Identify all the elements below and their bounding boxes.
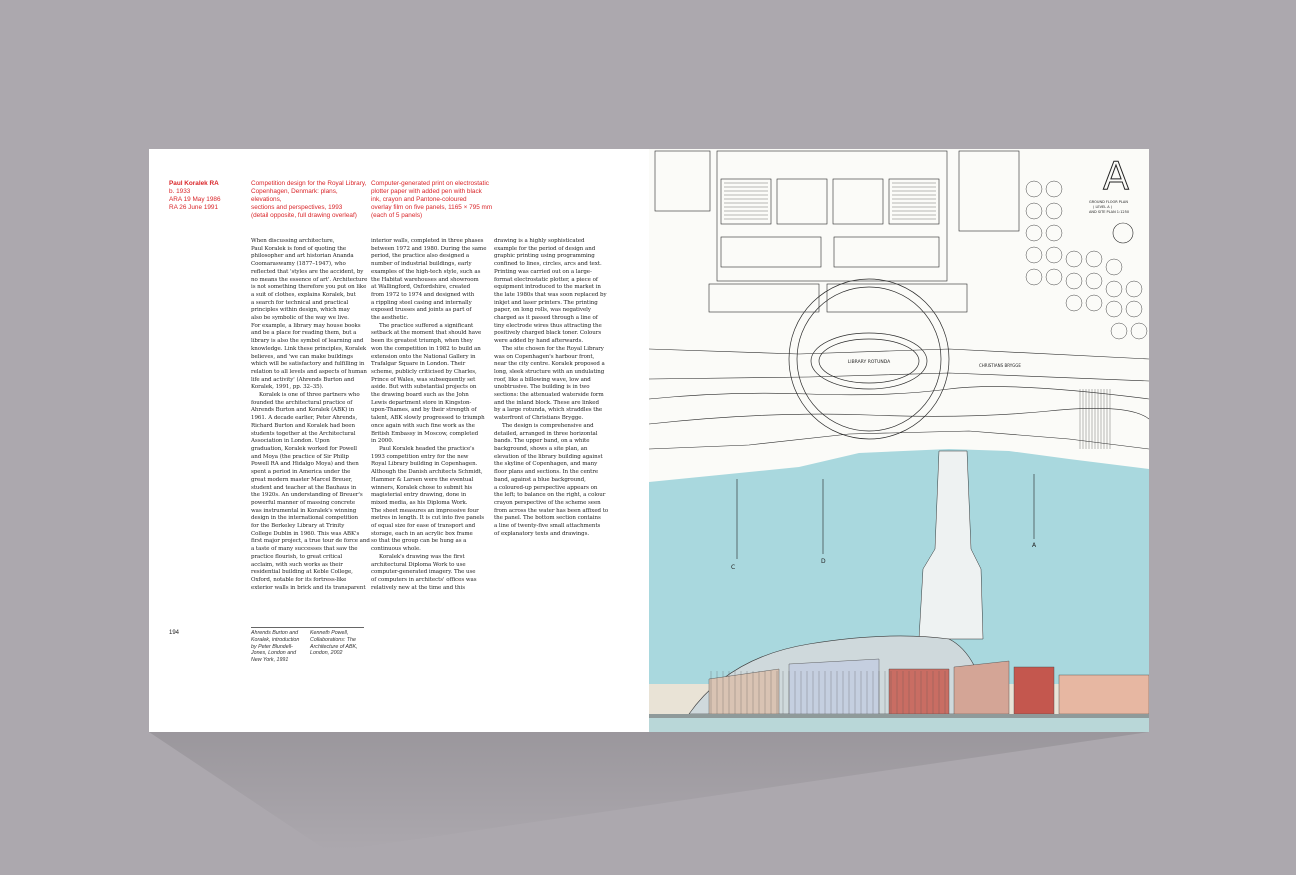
body-text-line: the Habitat warehouses and showroom bbox=[371, 276, 479, 283]
body-text-line: band, against a blue background, bbox=[494, 476, 586, 483]
body-text-line: Koralek's drawing was the first bbox=[379, 553, 465, 560]
body-text-line: storage, each in an acrylic box frame bbox=[371, 530, 473, 537]
body-text-line: for the Berkeley Library at Trinity bbox=[251, 523, 345, 530]
body-text-line: equipment introduced to the market in bbox=[494, 284, 601, 291]
body-text-line: positively charged black toner. Colours bbox=[494, 330, 602, 337]
body-text-line: setback at the moment that should have bbox=[371, 330, 482, 337]
legend-line-1: GROUND FLOOR PLAN bbox=[1089, 200, 1128, 204]
body-text-line: 1961. A decade earlier, Peter Ahrends, bbox=[251, 415, 358, 422]
body-text-line: acclaim, with such works as their bbox=[251, 561, 343, 568]
legend-line-3: AND SITE PLAN 1:1250 bbox=[1089, 210, 1130, 214]
body-text-line: architectural Diploma Work to use bbox=[371, 561, 466, 568]
body-text-line: aside. But with substantial projects on bbox=[371, 384, 477, 391]
medium-line: overlay film on five panels, 1165 × 795 mm bbox=[371, 204, 493, 211]
body-text-line: the left; to balance on the right, a colour bbox=[494, 492, 606, 499]
body-text-line: were added by hand afterwards. bbox=[494, 338, 584, 345]
body-text-line: 1993 competition entry for the new bbox=[371, 453, 469, 460]
body-text-line: The design is comprehensive and bbox=[502, 422, 594, 429]
body-text-line: Printing was carried out on a large- bbox=[494, 268, 592, 275]
body-text-line: period, the practice also designed a bbox=[371, 253, 470, 260]
section-mark-a: A bbox=[1032, 542, 1037, 549]
body-text-line: spent a period in America under the bbox=[251, 469, 351, 476]
body-text-line: sections: the attenuated waterside form bbox=[494, 392, 604, 399]
body-text-line: graphic printing using programming bbox=[494, 253, 595, 260]
body-text-line: residential building at Keble College, bbox=[251, 569, 353, 576]
body-text-line: The sheet measures an impressive four bbox=[371, 507, 479, 514]
body-text-line: powerful manner of massing concrete bbox=[251, 499, 356, 506]
body-text-line: a coloured-up perspective appears on bbox=[494, 484, 598, 491]
body-text-line: format electrostatic plotter, a piece of bbox=[494, 276, 598, 283]
reference-line: Ahrends Burton and bbox=[251, 630, 299, 636]
body-text-line: Powell RA and Hidalgo Moya) and then bbox=[251, 461, 359, 468]
body-text-line: won the competition in 1982 to build an bbox=[371, 345, 481, 352]
body-text-line: When discussing architecture, bbox=[251, 238, 335, 244]
body-text-line: computer-generated imagery. The use bbox=[371, 569, 476, 576]
body-text-line: mixed media, as his Diploma Work. bbox=[371, 499, 468, 506]
body-text-line: elevation of the library building against bbox=[494, 453, 603, 460]
body-text-line: and the inland block. These are linked bbox=[494, 399, 599, 406]
body-text-line: Lewis department store in Kingston- bbox=[371, 399, 472, 406]
legend-line-2: ( LEVEL A ) bbox=[1093, 205, 1113, 209]
medium-line: Computer-generated print on electrostatic bbox=[371, 180, 489, 187]
body-text-line: the drawing board such as the John bbox=[371, 392, 469, 399]
body-text-line: background, shows a site plan, an bbox=[494, 445, 588, 452]
medium-line: ink, crayon and Pantone-coloured bbox=[371, 196, 467, 203]
body-text-line: examples of the high-tech style, such as bbox=[371, 268, 481, 275]
body-text-line: charged as it passed through a line of bbox=[494, 315, 598, 322]
body-text-line: For example, a library may house books bbox=[251, 322, 361, 329]
reference-line: London, 2002 bbox=[310, 650, 343, 657]
body-text-line: knowledge. Link these principles, Koralek bbox=[251, 345, 367, 352]
body-text-line: of computers in architects' offices was bbox=[371, 576, 477, 583]
reference-line: Jones, London and bbox=[251, 650, 297, 657]
body-text-line: from across the water has been affixed to bbox=[494, 507, 609, 514]
body-text-line: no means the essence of art'. Architecture bbox=[251, 276, 368, 283]
reference-line: Koralek, introduction bbox=[251, 636, 300, 643]
architectural-drawing bbox=[649, 149, 1149, 732]
body-text-line: library is also the symbol of learning and bbox=[251, 338, 364, 345]
body-text-line: Trafalgar Square in London. Their bbox=[371, 361, 466, 368]
body-text-line: the 1920s. An understanding of Breuer's bbox=[251, 492, 363, 499]
body-text-line: great modern master Marcel Breuer, bbox=[251, 476, 353, 483]
body-text-line: reflected that 'styles are the accident, by bbox=[251, 268, 364, 275]
body-text-line: metres in length. It is cut into five panels bbox=[371, 515, 485, 522]
body-text-line: floor plans and sections. In the centre bbox=[494, 469, 599, 476]
work-caption bbox=[251, 180, 369, 220]
body-text-line: the panel. The bottom section contains bbox=[494, 515, 601, 522]
body-text-line: example for the period of design and bbox=[494, 245, 596, 252]
body-text-line: Koralek is one of three partners who bbox=[259, 392, 360, 399]
body-text-line: continuous whole. bbox=[371, 546, 421, 553]
body-column-2 bbox=[371, 238, 493, 592]
body-text-line: a search for technical and practical bbox=[251, 299, 349, 306]
body-text-line: Hammer & Larsen were the eventual bbox=[371, 476, 474, 483]
body-text-line: scheme, publicly criticised by Charles, bbox=[371, 368, 477, 375]
body-text-line: students together at the Architectural bbox=[251, 430, 356, 437]
body-text-line: near the city centre. Koralek proposed a bbox=[494, 361, 605, 368]
body-text-line: from 1972 to 1974 and designed with bbox=[371, 291, 475, 298]
page-number: 194 bbox=[169, 630, 180, 636]
body-text-line: Association in London. Upon bbox=[251, 438, 330, 445]
body-text-line: founded the architectural practice of bbox=[251, 399, 353, 406]
reference-2 bbox=[310, 630, 370, 657]
body-text-line: upon-Thames, and by their strength of bbox=[371, 407, 477, 414]
body-text-line: principles within design, which may bbox=[251, 307, 350, 314]
body-text-line: first major project, a true tour de force and bbox=[251, 538, 370, 545]
body-text-line: was on Copenhagen's harbour front, bbox=[494, 353, 595, 360]
body-text-line: life and activity' (Ahrends Burton and bbox=[251, 376, 355, 383]
body-text-line: tiny electrode wires thus attracting the bbox=[494, 322, 602, 329]
panel-letter: A bbox=[1103, 154, 1129, 198]
page-shadow bbox=[149, 732, 1149, 852]
body-text-line: a line of twenty-five small attachments bbox=[494, 523, 601, 530]
medium-line: plotter paper with added pen with black bbox=[371, 188, 482, 195]
body-text-line: roof, like a billowing wave, low and bbox=[494, 376, 591, 383]
reference-line: Collaborations: The bbox=[310, 636, 356, 643]
body-text-line: Coomaraswamy (1877–1947), who bbox=[251, 261, 346, 268]
work-line: (detail opposite, full drawing overleaf) bbox=[251, 212, 357, 219]
body-text-line: extension onto the National Gallery in bbox=[371, 353, 476, 360]
body-text-line: Prince of Wales, was subsequently set bbox=[371, 376, 476, 383]
body-text-line: so that the group can be hung as a bbox=[371, 538, 467, 545]
body-text-line: once again with such fine work as the bbox=[371, 422, 475, 429]
body-text-line: inkjet and laser printers. The printing bbox=[494, 299, 598, 306]
body-text-line: The practice suffered a significant bbox=[379, 322, 474, 329]
body-text-line: Oxford, notable for its fortress-like bbox=[251, 576, 347, 583]
rotunda-label: LIBRARY ROTUNDA bbox=[847, 360, 891, 365]
body-text-line: Although the Danish architects Schmidt, bbox=[371, 469, 483, 476]
body-text-line: the aesthetic. bbox=[371, 315, 409, 322]
body-text-line: Royal Library building in Copenhagen. bbox=[371, 461, 478, 468]
body-text-line: winners, Koralek chose to submit his bbox=[371, 484, 473, 491]
body-text-line: magisterial entry drawing, done in bbox=[371, 492, 467, 499]
body-text-line: believes, and 'we can make buildings bbox=[251, 353, 353, 360]
section-mark-c: C bbox=[731, 564, 736, 571]
body-text-line: also be symbolic of the way we live. bbox=[251, 315, 350, 322]
body-text-line: the skyline of Copenhagen, and many bbox=[494, 461, 598, 468]
body-text-line: by a large rotunda, which straddles the bbox=[494, 407, 603, 414]
body-text-line: a suit of clothes, explains Koralek, but bbox=[251, 291, 356, 298]
left-page bbox=[149, 149, 649, 732]
body-text-line: crayon perspective of the scheme seen bbox=[494, 499, 601, 506]
body-text-line: detailed, arranged in three horizontal bbox=[494, 430, 598, 437]
body-text-line: Koralek, 1991, pp. 32–35). bbox=[251, 384, 324, 391]
body-text-line: between 1972 and 1980. During the same bbox=[371, 245, 487, 252]
reference-1 bbox=[251, 630, 306, 664]
body-text-line: exterior walls in brick and its transparent bbox=[251, 584, 366, 591]
body-text-line: a taste of many successes that saw the bbox=[251, 546, 358, 553]
artist-ara: ARA 19 May 1986 bbox=[169, 196, 221, 203]
body-text-line: and Moya (the practice of Sir Philip bbox=[251, 453, 349, 460]
body-text-line: College Dublin in 1960. This was ABK's bbox=[251, 530, 360, 537]
body-text-line: Ahrends Burton and Koralek (ABK) in bbox=[251, 407, 355, 414]
body-text-line: is not something therefore you put on like bbox=[251, 284, 367, 291]
body-text-line: design in the international competition bbox=[251, 515, 359, 522]
artist-caption bbox=[169, 180, 239, 212]
body-text-line: in 2000. bbox=[371, 438, 394, 445]
body-text-line: bands. The upper band, on a white bbox=[494, 438, 590, 445]
body-text-line: a rippling steel casing and internally bbox=[371, 299, 472, 306]
reference-line: Architecture of ABK, bbox=[310, 643, 358, 650]
work-line: Competition design for the Royal Library, bbox=[251, 180, 367, 187]
reference-line: New York, 1991 bbox=[251, 657, 289, 664]
body-text-line: Paul Koralek headed the practice's bbox=[379, 445, 475, 452]
body-text-line: was instrumental in Koralek's winning bbox=[251, 507, 357, 514]
body-text-line: which will be satisfactory and fulfilling in bbox=[251, 361, 365, 368]
body-column-3 bbox=[494, 238, 619, 538]
body-text-line: and be a place for reading them, but a bbox=[251, 330, 357, 337]
body-text-line: exposed trusses and joints as part of bbox=[371, 307, 472, 314]
work-line: Copenhagen, Denmark: plans, elevations, bbox=[251, 188, 338, 203]
right-page bbox=[649, 149, 1149, 732]
medium-caption bbox=[371, 180, 493, 220]
body-text-line: unobtrusive. The building is in two bbox=[494, 384, 590, 391]
body-text-line: talent, ABK slowly progressed to triumph bbox=[371, 415, 485, 422]
body-text-line: the late 1980s that was soon replaced by bbox=[494, 291, 607, 298]
footnote-rule bbox=[251, 627, 364, 628]
bridge-label: CHRISTIANS BRYGGE bbox=[979, 363, 1021, 368]
body-text-line: at Wallingford, Oxfordshire, created bbox=[371, 284, 471, 291]
body-text-line: long, sleek structure with an undulating bbox=[494, 368, 605, 375]
reference-line: Kenneth Powell, bbox=[310, 630, 349, 636]
body-text-line: been its greatest triumph, when they bbox=[371, 338, 473, 345]
body-text-line: confined to lines, circles, arcs and text. bbox=[494, 261, 602, 268]
body-text-line: student and teacher at the Bauhaus in bbox=[251, 484, 357, 491]
section-mark-d: D bbox=[821, 558, 826, 565]
body-text-line: number of industrial buildings, early bbox=[371, 261, 472, 268]
body-text-line: drawing is a highly sophisticated bbox=[494, 238, 585, 244]
body-text-line: philosopher and art historian Ananda bbox=[251, 253, 354, 260]
body-text-line: waterfront of Christians Brygge. bbox=[494, 415, 584, 422]
body-text-line: relatively new at the time and this bbox=[371, 584, 465, 591]
body-text-line: graduation, Koralek worked for Powell bbox=[251, 445, 358, 452]
body-text-line: of explanatory texts and drawings. bbox=[494, 530, 590, 537]
reference-line: by Peter Blundell- bbox=[251, 643, 293, 650]
book-spread bbox=[149, 149, 1149, 732]
body-text-line: British Embassy in Moscow, completed bbox=[371, 430, 479, 437]
body-text-line: practice flourish, to great critical bbox=[251, 553, 343, 560]
work-line: sections and perspectives, 1993 bbox=[251, 204, 343, 211]
body-text-line: Paul Koralek is fond of quoting the bbox=[251, 245, 347, 252]
medium-line: (each of 5 panels) bbox=[371, 212, 423, 219]
artist-born: b. 1933 bbox=[169, 188, 191, 195]
body-text-line: The site chosen for the Royal Library bbox=[502, 345, 604, 352]
body-text-line: Richard Burton and Koralek had been bbox=[251, 422, 356, 429]
artist-ra: RA 26 June 1991 bbox=[169, 204, 219, 211]
body-text-line: relation to all levels and aspects of human bbox=[251, 368, 367, 375]
body-text-line: of equal size for ease of transport and bbox=[371, 523, 476, 530]
artist-name: Paul Koralek RA bbox=[169, 180, 219, 187]
body-text-line: interior walls, completed in three phases bbox=[371, 238, 484, 244]
body-column-1 bbox=[251, 238, 371, 592]
body-text-line: paper, on long rolls, was negatively bbox=[494, 307, 591, 314]
